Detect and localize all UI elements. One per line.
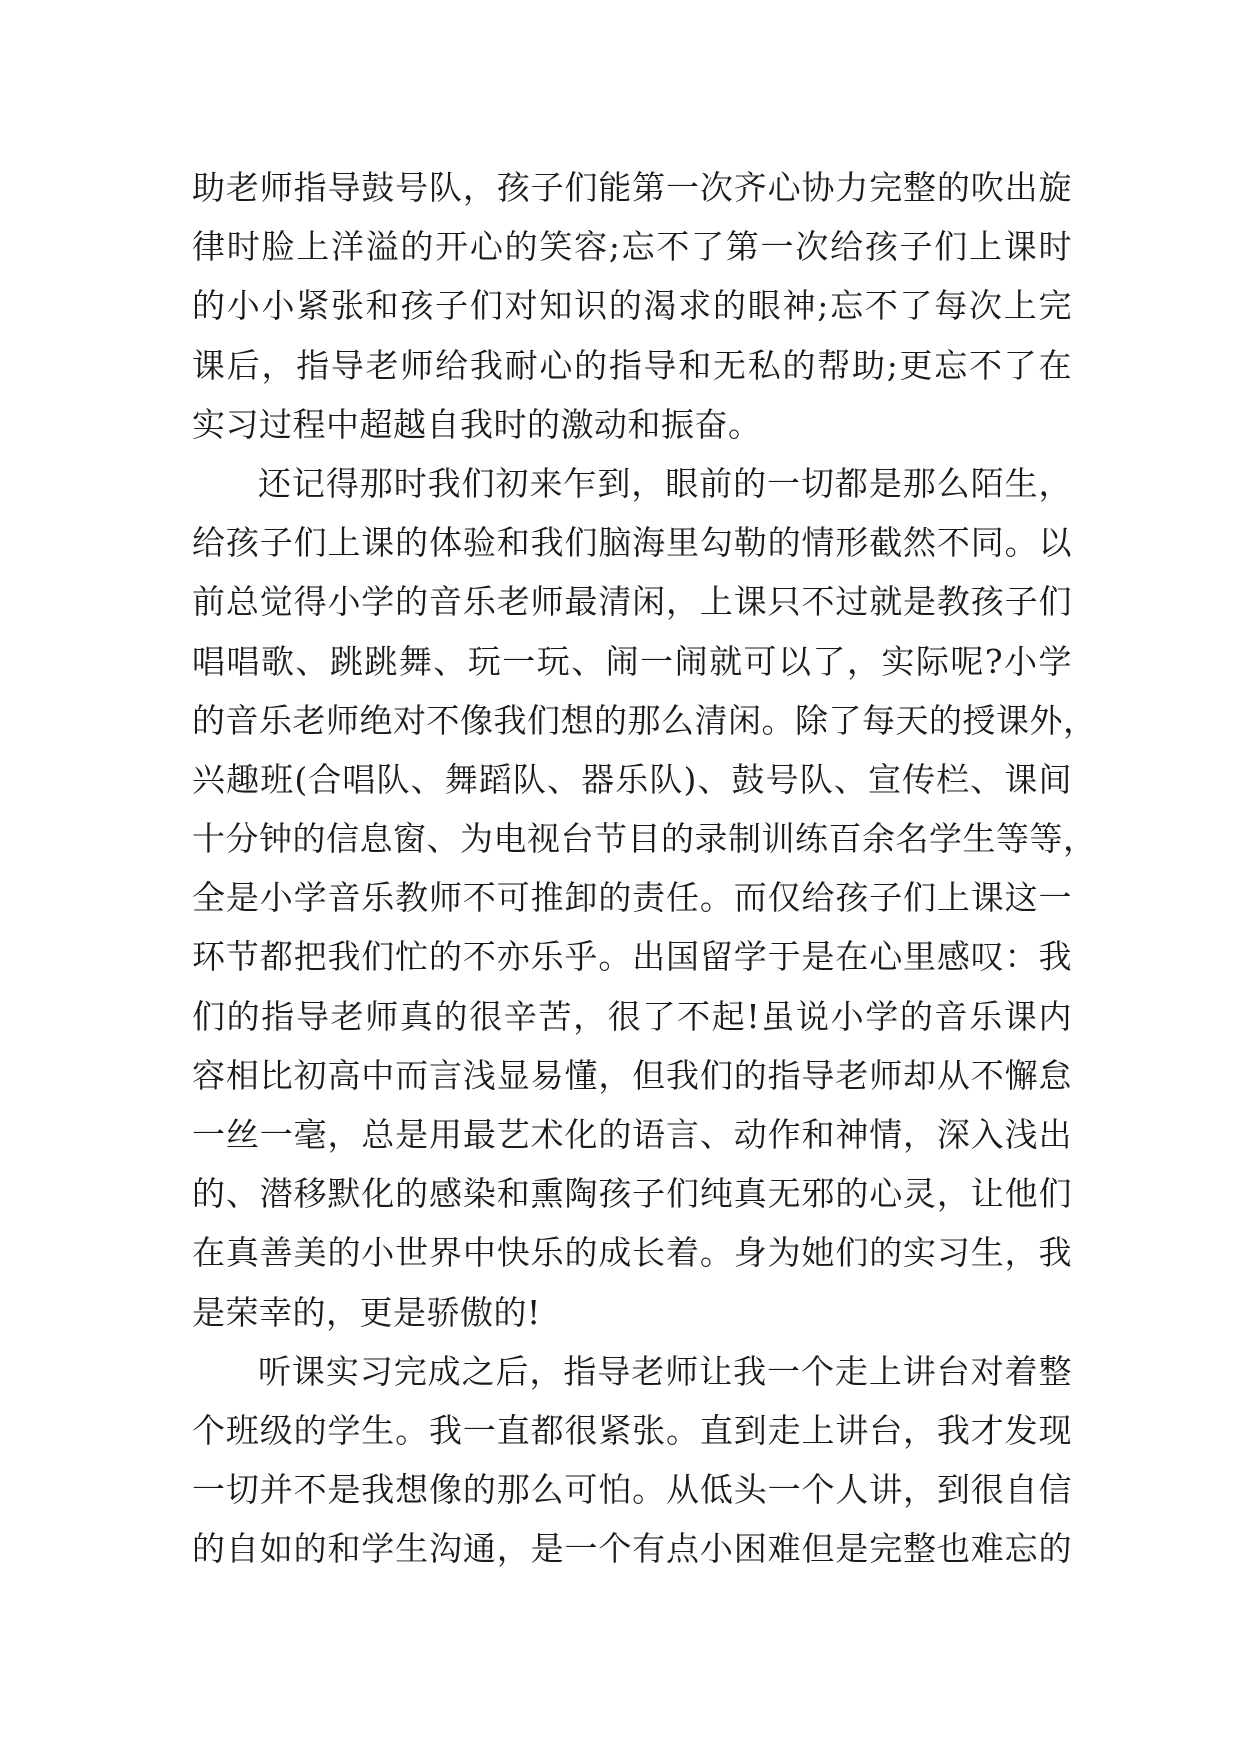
text-line: 给孩子们上课的体验和我们脑海里勾勒的情形截然不同。以 (192, 523, 1072, 563)
text-line: 助老师指导鼓号队，孩子们能第一次齐心协力完整的吹出旋 (192, 168, 1072, 207)
text-line: 十分钟的信息窗、为电视台节目的录制训练百余名学生等等， (192, 819, 1097, 859)
body-text (192, 158, 1097, 1579)
text-line: 的音乐老师绝对不像我们想的那么清闲。除了每天的授课外， (192, 700, 1097, 740)
text-line: 全是小学音乐教师不可推卸的责任。而仅给孩子们上课这一 (192, 878, 1072, 918)
text-line: 在真善美的小世界中快乐的成长着。身为她们的实习生，我 (192, 1233, 1072, 1273)
text-line: 一切并不是我想像的那么可怕。从低头一个人讲，到很自信 (192, 1470, 1072, 1510)
text-line: 实习过程中超越自我时的激动和振奋。 (192, 404, 762, 444)
text-line: 个班级的学生。我一直都很紧张。直到走上讲台，我才发现 (192, 1410, 1072, 1450)
text-line: 的自如的和学生沟通，是一个有点小困难但是完整也难忘的 (192, 1529, 1072, 1569)
text-line: 的小小紧张和孩子们对知识的渴求的眼神;忘不了每次上完 (192, 286, 1072, 326)
text-line: 课后，指导老师给我耐心的指导和无私的帮助;更忘不了在 (192, 345, 1072, 385)
paragraph-first-line: 还记得那时我们初来乍到，眼前的一切都是那么陌生， (258, 463, 1072, 503)
text-line: 兴趣班(合唱队、舞蹈队、器乐队)、鼓号队、宣传栏、课间 (192, 759, 1072, 799)
text-line: 的、潜移默化的感染和熏陶孩子们纯真无邪的心灵，让他们 (192, 1174, 1072, 1214)
text-line: 唱唱歌、跳跳舞、玩一玩、闹一闹就可以了，实际呢?小学 (192, 641, 1072, 681)
text-line: 律时脸上洋溢的开心的笑容;忘不了第一次给孩子们上课时 (192, 227, 1072, 267)
text-line: 容相比初高中而言浅显易懂，但我们的指导老师却从不懈怠 (192, 1055, 1072, 1095)
text-line: 是荣幸的，更是骄傲的! (192, 1292, 541, 1332)
text-line: 一丝一毫，总是用最艺术化的语言、动作和神情，深入浅出 (192, 1115, 1072, 1154)
paragraph-first-line: 听课实习完成之后，指导老师让我一个走上讲台对着整 (258, 1351, 1072, 1391)
text-line: 环节都把我们忙的不亦乐乎。出国留学于是在心里感叹：我 (192, 937, 1072, 977)
text-line: 们的指导老师真的很辛苦，很了不起!虽说小学的音乐课内 (192, 996, 1072, 1036)
text-line: 前总觉得小学的音乐老师最清闲，上课只不过就是教孩子们 (192, 582, 1072, 622)
